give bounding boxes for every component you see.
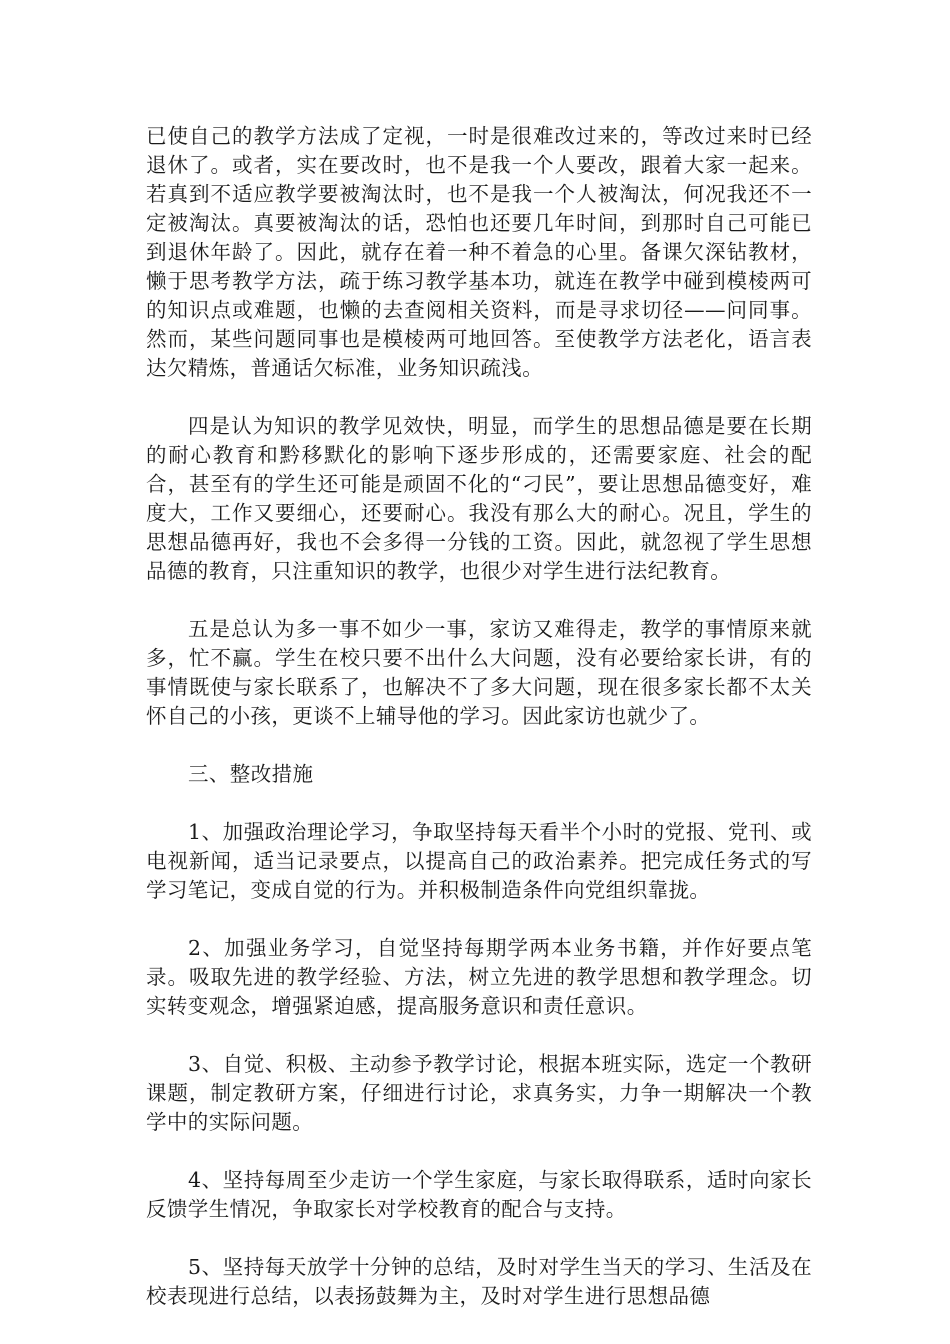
paragraph-point-four: 四是认为知识的教学见效快，明显，而学生的思想品德是要在长期的耐心教育和黔移默化的影响下逐步形成的，还需要家庭、社会的配合，甚至有的学生还可能是顽固不化的“刁民”，要让思想品德变好，难度大，工作又要细心，还要耐心。我没有那么大的耐心。况且，学生的思想品德再好，我也不会多得一分钱的工资。因此，就忽视了学生思想品德的教育，只注重知识的教学，也很少对学生进行法纪教育。 <box>146 414 812 583</box>
measure-item-5: 5、坚持每天放学十分钟的总结，及时对学生当天的学习、生活及在校表现进行总结，以表扬鼓舞为主，及时对学生进行思想品德 <box>146 1255 812 1308</box>
measure-item-1: 1、加强政治理论学习，争取坚持每天看半个小时的党报、党刊、或电视新闻，适当记录要点，以提高自己的政治素养。把完成任务式的写学习笔记，变成自觉的行为。并积极制造条件向党组织靠拢。 <box>146 820 812 902</box>
paragraph-continuation: 已使自己的教学方法成了定视，一时是很难改过来的，等改过来时已经退休了。或者，实在要改时，也不是我一个人要改，跟着大家一起来。若真到不适应教学要被淘汰时，也不是我一个人被淘汰，何况我还不一定被淘汰。真要被淘汰的话，恐怕也还要几年时间，到那时自己可能已到退休年龄了。因此，就存在着一种不着急的心里。备课欠深钻教材，懒于思考教学方法，疏于练习教学基本功，就连在教学中碰到模棱两可的知识点或难题，也懒的去查阅相关资料，而是寻求切径——问同事。然而，某些问题同事也是模棱两可地回答。至使教学方法老化，语言表达欠精炼，普通话欠标准，业务知识疏浅。 <box>146 124 812 380</box>
measure-item-2: 2、加强业务学习，自觉坚持每期学两本业务书籍，并作好要点笔录。吸取先进的教学经验、方法，树立先进的教学思想和教学理念。切实转变观念，增强紧迫感，提高服务意识和责任意识。 <box>146 936 812 1018</box>
paragraph-point-five: 五是总认为多一事不如少一事，家访又难得走，教学的事情原来就多，忙不赢。学生在校只要不出什么大问题，没有必要给家长讲，有的事情既使与家长联系了，也解决不了多大问题，现在很多家长都不太关怀自己的小孩，更谈不上辅导他的学习。因此家访也就少了。 <box>146 617 812 728</box>
document-page <box>146 122 812 1311</box>
measure-item-3: 3、自觉、积极、主动参予教学讨论，根据本班实际，选定一个教研课题，制定教研方案，仔细进行讨论，求真务实，力争一期解决一个教学中的实际问题。 <box>146 1052 812 1134</box>
section-heading: 三、整改措施 <box>188 762 314 786</box>
measure-item-4: 4、坚持每周至少走访一个学生家庭，与家长取得联系，适时向家长反馈学生情况，争取家长对学校教育的配合与支持。 <box>146 1168 812 1221</box>
